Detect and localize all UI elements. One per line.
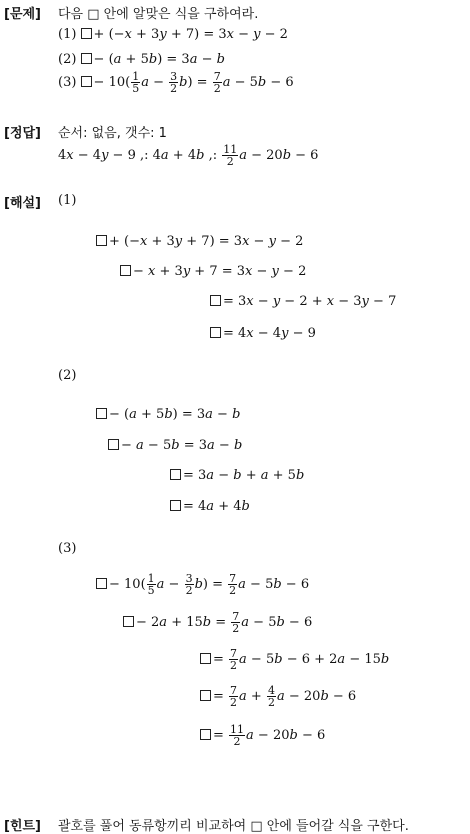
solution-part-1-no: (1) <box>58 193 77 208</box>
problem-item-3: (3) − 10( $\frac{1}{5}$ a − $\frac{3}{2}$ b) = $\frac{7}{2}$ a − 5b − 6 <box>58 70 294 95</box>
blank-box-icon <box>200 690 211 701</box>
blank-box-icon <box>81 53 92 64</box>
solution-3-line-5: = $\frac{11}{2}$ a − 20b − 6 <box>200 724 325 747</box>
solution-part-3-no: (3) <box>58 541 77 556</box>
blank-box-icon <box>210 295 221 306</box>
blank-box-icon <box>210 327 221 338</box>
solution-1-line-2: − x + 3y + 7 = 3x − y − 2 <box>120 264 306 279</box>
problem-item-1: (1) + (−x + 3y + 7) = 3x − y − 2 <box>58 27 288 42</box>
solution-part-2-no: (2) <box>58 368 77 383</box>
blank-box-icon <box>170 500 181 511</box>
solution-1-line-4: = 4x − 4y − 9 <box>210 326 316 341</box>
blank-box-icon <box>170 469 181 480</box>
blank-box-icon <box>96 235 107 246</box>
solution-label: [해설] <box>4 196 41 211</box>
blank-box-icon <box>123 616 134 627</box>
problem-item-2: (2) − (a + 5b) = 3a − b <box>58 52 225 67</box>
blank-box-icon <box>81 76 92 87</box>
answer-label: [정답] <box>4 126 41 141</box>
solution-3-line-1: − 10( $\frac{1}{5}$ a − $\frac{3}{2}$ b) = $\frac{7}{2}$ a − 5b − 6 <box>96 573 309 596</box>
problem-instruction: 다음 □ 안에 알맞은 식을 구하여라. <box>58 7 259 22</box>
solution-1-line-3: = 3x − y − 2 + x − 3y − 7 <box>210 294 396 309</box>
solution-2-line-3: = 3a − b + a + 5b <box>170 468 304 483</box>
blank-box-icon <box>200 729 211 740</box>
blank-box-icon <box>96 408 107 419</box>
blank-box-icon <box>81 28 92 39</box>
solution-2-line-1: − (a + 5b) = 3a − b <box>96 407 240 422</box>
solution-3-line-2: − 2a + 15b = $\frac{7}{2}$ a − 5b − 6 <box>123 611 312 634</box>
solution-2-line-2: − a − 5b = 3a − b <box>108 438 242 453</box>
blank-box-icon <box>108 439 119 450</box>
blank-box-icon <box>96 578 107 589</box>
solution-3-line-3: = $\frac{7}{2}$ a − 5b − 6 + 2a − 15b <box>200 648 389 671</box>
solution-2-line-4: = 4a + 4b <box>170 499 250 514</box>
blank-box-icon <box>120 265 131 276</box>
hint-label: [힌트] <box>4 819 41 834</box>
answer-line1: 순서: 없음, 갯수: 1 <box>58 126 167 141</box>
answer-line2: 4x − 4y − 9 ,: 4a + 4b ,: $\frac{11}{2}$ a − 20b − 6 <box>58 143 319 168</box>
solution-1-line-1: + (−x + 3y + 7) = 3x − y − 2 <box>96 234 303 249</box>
problem-label: [문제] <box>4 7 41 22</box>
hint-text: 괄호를 풀어 동류항끼리 비교하여 □ 안에 들어갈 식을 구한다. <box>58 819 409 834</box>
blank-box-icon <box>200 653 211 664</box>
solution-3-line-4: = $\frac{7}{2}$ a + $\frac{4}{2}$ a − 20b − 6 <box>200 685 356 708</box>
